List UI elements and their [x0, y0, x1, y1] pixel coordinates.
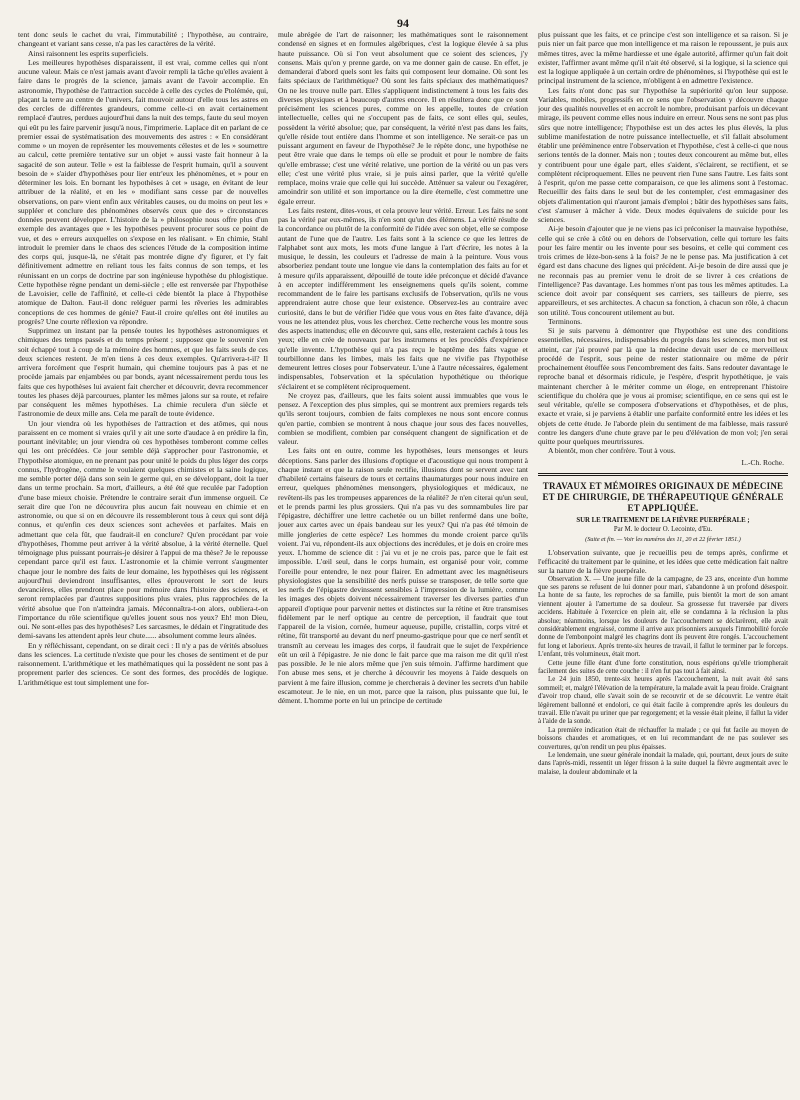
paragraph: Terminons.: [548, 316, 583, 326]
section-divider: [538, 473, 788, 474]
section-divider-thin: [538, 475, 788, 476]
letter-signature: L.-Ch. Roche.: [741, 457, 784, 467]
paragraph: tent donc seuls le cachet du vrai, l'immutabilité ; l'hypothèse, au contraire, changeant et variant sans cesse, n'a pas les caractères de la vérité.: [18, 30, 268, 49]
paragraph: Observation X. — Une jeune fille de la campagne, de 23 ans, enceinte d'un homme que ses parens se refusent de lui donner pour mari, s'abandonne à un profond désespoir. La honte de sa faute, les reproches de sa famille, puis bientôt la mort de son amant viennent ajouter à l'amertume de sa douleur. Sa grossesse fut traversée par divers accidens. Habituée à l'exercice en plein air, elle se condamna à la réclusion la plus absolue; néanmoins, lorsque les douleurs de l'accouchement se déclarèrent, elle avait considérablement engraissé, comme il arrive aux prisonniers auxquels l'immobilité forcée donne de l'embonpoint malgré les chagrins dont ils peuvent être rongés. L'accouchement fut long et laborieux. Après trente-six heures de travail, il fallut le terminer par le forceps. L'enfant, très volumineux, était mort.: [538, 575, 788, 659]
paragraph: Si je suis parvenu à démontrer que l'hypothèse est une des conditions essentielles, nécessaires, indispensables du progrès dans les sciences, mon but est atteint, car j'ai prouvé par là que la médecine devait user de ce merveilleux procédé de l'esprit, sous peine de rester stationnaire ou même de périr prochainement étouffée sous l'encombrement des faits. Sans redouter davantage le reproche banal et désormais ridicule, je l'espère, d'esprit hypothétique, je vais maintenant chercher à le mériter comme un éloge, en entreprenant l'histoire scientifique du choléra que je vous ai promise; scientifique, en ce sens qui est le seul véritable, qu'elle se composera d'observations et d'hypothèses, et de plus, exacte et vraie, si je parviens à établir une parfaite conformité entre les idées et les objets de cette étude. Je l'aborde plein du sentiment de ma faiblesse, mais rassuré contre les dangers d'une chute grave par le peu d'élévation de mon vol; j'en serai quitte pour quelques meurtrissures.: [538, 326, 788, 446]
column-2: [278, 30, 528, 1088]
paragraph: Un jour viendra où les hypothèses de l'attraction et des atômes, qui nous paraissent en ce moment si vraies qu'il y ait une sorte d'audace à en prédire la fin, pourtant inévitable; un jour viendra où ces hypothèses tomberont comme celles qui les ont précédées. Ce jour semble déjà s'approcher pour l'astronomie, et l'hypothèse atomique, en ne prenant pas pour unité le poids du plus léger des corps connus, l'hydrogène, comme le voulaient quelques chimistes et la saine logique, me semble porter déjà dans son sein le germe qui, en se développant, doit la tuer dans un terme prochain. Sa mort, d'ailleurs, a été été que reculée par l'adoption d'une base mieux choisie. Prétendre le contraire serait d'un immense orgueil. Ce serait dire que l'on ne découvrira plus aucun fait nouveau en chimie et en astronomie, ou que si on en découvre ils ressembleront tous à ceux qui sont déjà connus, et qu'enfin ces deux sciences sont achevées et parfaites. Mais en admettant que cela fût, que faudrait-il en conclure? Qu'en procédant par voie d'hypothèses, l'homme peut arriver à la vérité absolue, à la vérité éternelle. Quel témoignage plus puissant pourrais-je désirer à l'appui de ma thèse? Je le repousse cependant parce qu'il est faux. L'astronomie et la chimie verront s'augmenter chaque jour le nombre des faits de leur domaine, les hypothèses qui les régissent aujourd'hui deviendront insuffisantes, elles éprouveront le sort de leurs devancières, elles prendront place pour mémoire dans l'histoire des sciences, et seront remplacées par d'autres suppositions plus vraies, plus rapprochées de la vérité absolue que l'on n'atteindra jamais. Méconnaîtra-t-on alors, oubliera-t-on l'importance du rôle scientifique qu'elles jouent sous nos yeux? Eh! mon Dieu, oui. Ne sont-elles pas des hypothèses? Les sarcasmes, le dédain et l'ingratitude des demi-savans les attendent après leur chute...... absolument comme leurs aînées.: [18, 418, 268, 641]
paragraph: En y réfléchissant, cependant, on se dirait ceci : Il n'y a pas de vérités absolues dans les sciences. La certitude n'existe que pour les choses de sentiment et de pur raisonnement. L'arithmétique et les mathématiques qui la possèdent ne sont pas à proprement parler des sciences. Ce sont des formes, des procédés de logique. L'arithmétique est tout simplement une for-: [18, 640, 268, 687]
column-3: [538, 30, 788, 1088]
section-title: TRAVAUX ET MÉMOIRES ORIGINAUX DE MÉDECINE ET DE CHIRURGIE, DE THÉRAPEUTIQUE GÉNÉRALE ET APPLIQUÉE.: [542, 480, 784, 513]
paragraph: Les faits restent, dites-vous, et cela prouve leur vérité. Erreur. Les faits ne sont pas la vérité par eux-mêmes, ils n'en sont qu'un des élémens. La vérité résulte de la concordance ou plutôt de la conformité de l'idée avec son objet, elle se compose autant de l'une que de l'autre. Les faits sont à la science ce que les lettres de l'alphabet sont aux mots, les mots d'une langue à l'art d'écrire, les notes à la musique, le dessin, les couleurs et l'adresse de main à la peinture. Vous vous absorberiez pendant toute une longue vie dans la contemplation des faits au for et à mesure qu'ils apparaissent, dépouillé de toute idée préconçue et décidé d'avance à en accepter indifféremment les enseignemens quels qu'ils soient, comme recommandent de le faire les partisans exclusifs de l'observation, qu'ils ne vous apprendraient autre chose que leur existence. Observez-les au contraire avec curiosité, dans le but de vérifier l'idée que vous vous en êtes faite d'avance, déjà vous ne les attendez plus, vous les cherchez. Cette recherche vous les montre sous des aspects inattendus; elle en découvre qui, sans elle, resteraient cachés à tous les yeux; elle en crée de nouveaux par les instrumens et les procédés d'expérience qu'elle invente. L'hypothèse qui n'a pas reçu le baptême des faits vague et tourbillonne dans les limbes, mais les faits que ne vivifie pas l'hypothèse demeurent lettres closes pour l'observateur. L'une à l'autre nécessaires, également indispensables, l'observation et la spéculation hypothétique ou théorique s'éclairent et se complètent réciproquement.: [278, 205, 528, 391]
paragraph: Les meilleures hypothèses disparaissent, il est vrai, comme celles qui n'ont aucune valeur. Mais ce n'est jamais avant d'avoir rempli la tâche qu'elles avaient à faire dans le progrès de la science, jamais avant de l'avoir accomplie. En astronomie, l'hypothèse de l'attraction succède à celle des cycles de Ptolémée, qui, plaçant la terre au centre de l'univers, fait mouvoir autour d'elle tous les astres en des cercles de différentes grandeurs, comme celle-ci en avait certainement remplacé d'autres, perdues aujourd'hui dans la nuit des temps, faute du seul moyen qui eût pu les faire parvenir jusqu'à nous, l'imprimerie. Laplace dit en parlant de ce premier essai de systématisation des mouvements des astres : « En considérant comme » un moyen de représenter les mouvements célestes et de les » soumettre au calcul, cette première tentative sur un objet » aussi vaste fait honneur à la sagacité de son auteur. Telle » est la faiblesse de l'esprit humain, qu'il a souvent besoin de » s'aider d'hypothèses pour lier entr'eux les phénomènes, et » pour en déterminer les lois. En bornant les hypothèses à cet » usage, en évitant de leur attribuer de la réalité, et en les » modifiant sans cesse par de nouvelles observations, on par» vient enfin aux véritables causes, ou du moins on peut les » suppléer et conclure des phénomènes observés ceux que des » circonstances données peuvent développer. L'histoire de la » philosophie nous offre plus d'un exemple des avantages que » les hypothèses peuvent procurer sous ce point de vue, et des » erreurs auxquelles on s'expose en les réalisant. » En chimie, Stahl introduit le premier dans le chaos des sciences l'étude de la composition intime des corps qui, jusque-là, ne s'était pas montrée digne d'y figurer, et l'y fait définitivement admettre en reliant tous les faits connus de son temps, et les réunissant en un corps de doctrine par son ingénieuse hypothèse du phlogistique. Cette hypothèse règne pendant un demi-siècle ; elle est renversée par l'hypothèse de Lavoisier, celle de l'affinité, et celle-ci cède bientôt la place à l'hypothèse atomique de Dalton. Faut-il donc reléguer parmi les rêveries les admirables conceptions de ces hommes de génie? Faut-il croire qu'elles ont été inutiles au progrès? Une courte réflexion va répondre.: [18, 57, 268, 326]
paragraph: L'observation suivante, que je recueillis peu de temps après, confirme et l'efficacité du traitement par le quinine, et les idées que cette médication fait naître sur la nature de la fièvre puerpérale.: [538, 547, 788, 576]
paragraph: Les faits ont en outre, comme les hypothèses, leurs mensonges et leurs déceptions. Sans parler des illusions d'optique et d'acoustique qui nous trompent à chaque instant et que la raison seule rectifie, illusions dont se servent avec tant d'habileté certains faiseurs de tours et certains thaumaturges pour nous induire en erreur, quelques phénomènes mensongers, physiologiques et médicaux, ne revêtent-ils pas les trompeuses apparences de la réalité? Je n'en citerai qu'un seul, et le prends parmi les plus grossiers. Qui n'a pas vu des somnambules lire par l'épigastre, déchiffrer une lettre cachetée ou un billet renfermé dans une boîte, jouer aux cartes avec un épais bandeau sur les yeux? Qui n'a pas été témoin de mille jongleries de cette espèce? Les hommes du monde croient parce qu'ils voient. J'ai vu, répondent-ils aux objections des incrédules, et je dois en croire mes yeux. L'homme de science dit : j'ai vu et je ne crois pas, parce que le fait est impossible. L'œil seul, dans le corps humain, est organisé pour voir, comme l'oreille pour entendre, le nez pour flairer. En admettant avec les magnétiseurs physiologistes que la sensibilité des nerfs puisse se transposer, de telle sorte que les nerfs de l'épigastre devinssent sensibles à l'impression de la lumière, comme les images des objets doivent nécessairement traverser les diverses parties d'un appareil d'optique pour parvenir nettes et distinctes sur la rétine et être transmises fidèlement par le nerf optique au centre de perception, il faudrait que tout l'appareil de la vision, cornée, humeur aqueuse, pupille, cristallin, corps vitré et rétine, fût transporté au devant du nerf pneumo-gastrique pour que ce nerf sentît et transmît au cerveau les images des corps, il faudrait que le sujet de l'expérience eût un œil à l'épigastre. Je nie donc le fait parce que ma raison me dit qu'il n'est pas possible. Je le nie alors même que j'en suis témoin. J'affirme hardiment que l'on abuse mes sens, et je cherche à découvrir les moyens à l'aide desquels on parvient à me faire illusion, comme je chercherais à deviner les secrets d'un habile escamoteur. Je le nie, en un mot, parce que la raison, plus puissante que lui, le dément. L'homme porte en lui un principe de certitude: [278, 446, 528, 705]
paragraph: La première indication était de réchauffer la malade ; ce qui fut facile au moyen de boissons chaudes et aromatiques, et en lui recommandant de ne pas soulever ses couvertures, qu'on rendit un peu plus épaisses.: [538, 726, 788, 751]
article-title: SUR LE TRAITEMENT DE LA FIÈVRE PUERPÉRALE ;: [576, 516, 750, 524]
paragraph: Ai-je besoin d'ajouter que je ne viens pas ici préconiser la mauvaise hypothèse, celle qui se crée à côté ou en dehors de l'observation, celle qui torture les faits pour les faire mentir ou les invente pour ses besoins, et celle qui comment ces trois crimes de lèze-bon-sens à la fois? Je ne le pense pas. Ma justification à cet égard est dans chacune des lignes qui précèdent. Ai-je besoin de dire aussi que je ne reconnais pas au premier venu le droit de se livrer à ces créations de l'intelligence? Pas davantage. Les hommes n'ont pas tous les mêmes aptitudes. La science doit avoir par conséquent ses carriers, ses tailleurs de pierre, ses appareilleurs, et ses architectes. A chacun sa fonction, à chacun son rôle, à chacun son utilité. Tous concourent utilement au but.: [538, 224, 788, 317]
paragraph: Supprimez un instant par la pensée toutes les hypothèses astronomiques et chimiques des temps passés et du temps présent ; supposez que le souvenir s'en soit échappé tout à coup de la mémoire des hommes, et que les faits seuls de ces deux sciences restent. Je m'en tiens à ces deux exemples. Qu'arrivera-t-il? Il arrivera forcément que l'esprit humain, qui chemine toujours pas à pas et ne procède jamais par enjambées ou par bonds, ayant nécessairement perdu tous les faits que ces hypothèses lui avaient fait chercher et découvrir, devra recommencer toutes les phases déjà parcourues, planter les mêmes jalons sur sa route, et refaire par conséquent les mêmes hypothèses. La chimie reculera d'un siècle et l'astronomie de deux mille ans. Cela me paraît de toute évidence.: [18, 326, 268, 419]
column-1: [18, 30, 268, 1088]
paragraph: Cette jeune fille étant d'une forte constitution, nous espérions qu'elle triompherait facilement des suites de cette couche : il n'en fut pas tout à fait ainsi.: [538, 659, 788, 675]
paragraph: A bientôt, mon cher confrère. Tout à vous.: [548, 446, 676, 456]
paragraph: Les faits n'ont donc pas sur l'hypothèse la supériorité qu'on leur suppose. Variables, mobiles, progressifs en ce sens que l'observation y découvre chaque jour des qualités nouvelles et en accroît le nombre, produisant parfois un décevant mirage, ils peuvent comme elles nous induire en erreur. Nous sens ne sont pas plus sûrs que notre intelligence; l'hypothèse est un des actes les plus élevés, la plus sublime manifestation de notre puissance intellectuelle, et s'il fallait absolument établir une prééminence entre l'observation et l'hypothèse, c'est à celle-ci que nous serions tentés de la donner. Mais non ; toutes deux concourent au même but, elles y contribuent pour une égale part, elles s'aident, s'éclairent, se rectifient, et se complètent réciproquement. Elles ne peuvent rien l'une sans l'autre. Les faits sont à l'esprit, qu'on me passe cette comparaison, ce que les alimens sont à l'estomac. Recueillir des faits dans le seul but de les contempler, c'est emmagasiner des objets d'alimentation qui n'auront jamais d'emploi ; bâtir des hypothèses sans faits, c'est s'amuser à mâcher à vide. Deux modes équivalens de suicide pour les sciences.: [538, 85, 788, 224]
paragraph: Ainsi raisonnent les esprits superficiels.: [28, 48, 149, 58]
columns: [18, 30, 788, 1088]
paragraph: Le lendemain, une sueur générale inondait la malade, qui, pourtant, deux jours de suite dans l'après-midi, ressentit un léger frisson à la suite duquel la fièvre augmentait avec le malaise, la douleur abdominale et la: [538, 752, 788, 776]
paragraph: plus puissant que les faits, et ce principe c'est son intelligence et sa raison. Si je puis nier un fait parce que mon intelligence et ma raison le repoussent, je puis aux mêmes titres, avec la même hardiesse et une égale autorité, affirmer qu'un fait doit exister, l'affirmer avant même qu'il n'ait été observé, si la logique, si la science qui est la logique appliquée à un certain ordre de phénomènes, si l'hypothèse qui est le principal instrument de la science, m'obligent à en admettre l'existence.: [538, 30, 788, 86]
paragraph: mule abrégée de l'art de raisonner; les mathématiques sont le raisonnement condensé en signes et en formules algébriques, c'est la logique élevée à sa plus haute puissance. Où si l'on veut absolument que ce soient des sciences, j'y consens. Mais qu'on y prenne garde, on va me donner gain de cause. En effet, je demanderai d'abord quels sont les faits qui composent leur domaine. Où sont les faits spéciaux de l'arithmétique? Où sont les faits spéciaux des mathématiques? On ne les trouve nulle part. Elles s'appliquent indistinctement à tous les faits des diverses physiques et à beaucoup d'autres encore. Il en résultera donc que ce sont précisément les sciences pures, comme on les appelle, toutes de création intellectuelle, celles qui ne s'occupent pas de faits, ce sont elles qui, seules, possèdent la vérité absolue; que, par conséquent, la vérité n'est pas dans les faits, qu'elle réside tout entière dans l'homme et son intelligence. Ne serait-ce pas un puissant argument en faveur de l'hypothèse? Je le répète donc, une hypothèse ne peut être vraie que dans le temps où elle se produit et pour le nombre de faits qu'elle embrasse; c'est une vérité relative, une portion de la vérité ou un pas vers elle; c'est une vérité plus vraie, si je puis ainsi parler, que la vérité qu'elle remplace, moins vraie que celle qui lui succède. Atténuer sa valeur ou l'exagérer, amoindrir son utilité et son importance ou la dire éternelle, c'est commettre une égale erreur.: [278, 30, 528, 206]
article-author: Par M. le docteur O. Lecointe, d'Eu.: [613, 526, 713, 534]
page-number: 94: [397, 16, 409, 30]
paragraph: Ne croyez pas, d'ailleurs, que les faits soient aussi immuables que vous le pensez. A l'exception des plus simples, qui se montrent aux premiers regards tels qu'ils seront toujours, combien de faits complexes ne nous sont encore connus qu'en partie, combien se montrent à nous chaque jour sous des faces nouvelles, combien se modifient, combien par conséquent changent de signification et de valeur.: [278, 390, 528, 446]
newspaper-page: [18, 14, 788, 1090]
paragraph: Le 24 juin 1850, trente-six heures après l'accouchement, la nuit avait été sans sommeil; et, malgré l'élévation de la température, la malade avait la peau froide. Craignant d'avoir trop chaud, elle s'avait soin de se recouvrir et de se découvrir. Le ventre était légèrement ballonné et endolori, ce qui était facile à comprendre après les douleurs du travail. Elle n'avait pu uriner que par regorgement; et la vessie était pleine, il fallut la vider à l'aide de la sonde.: [538, 676, 788, 726]
article-continuation-note: (Suite et fin. — Voir les numéros des 11, 20 et 22 février 1851.): [585, 535, 741, 543]
